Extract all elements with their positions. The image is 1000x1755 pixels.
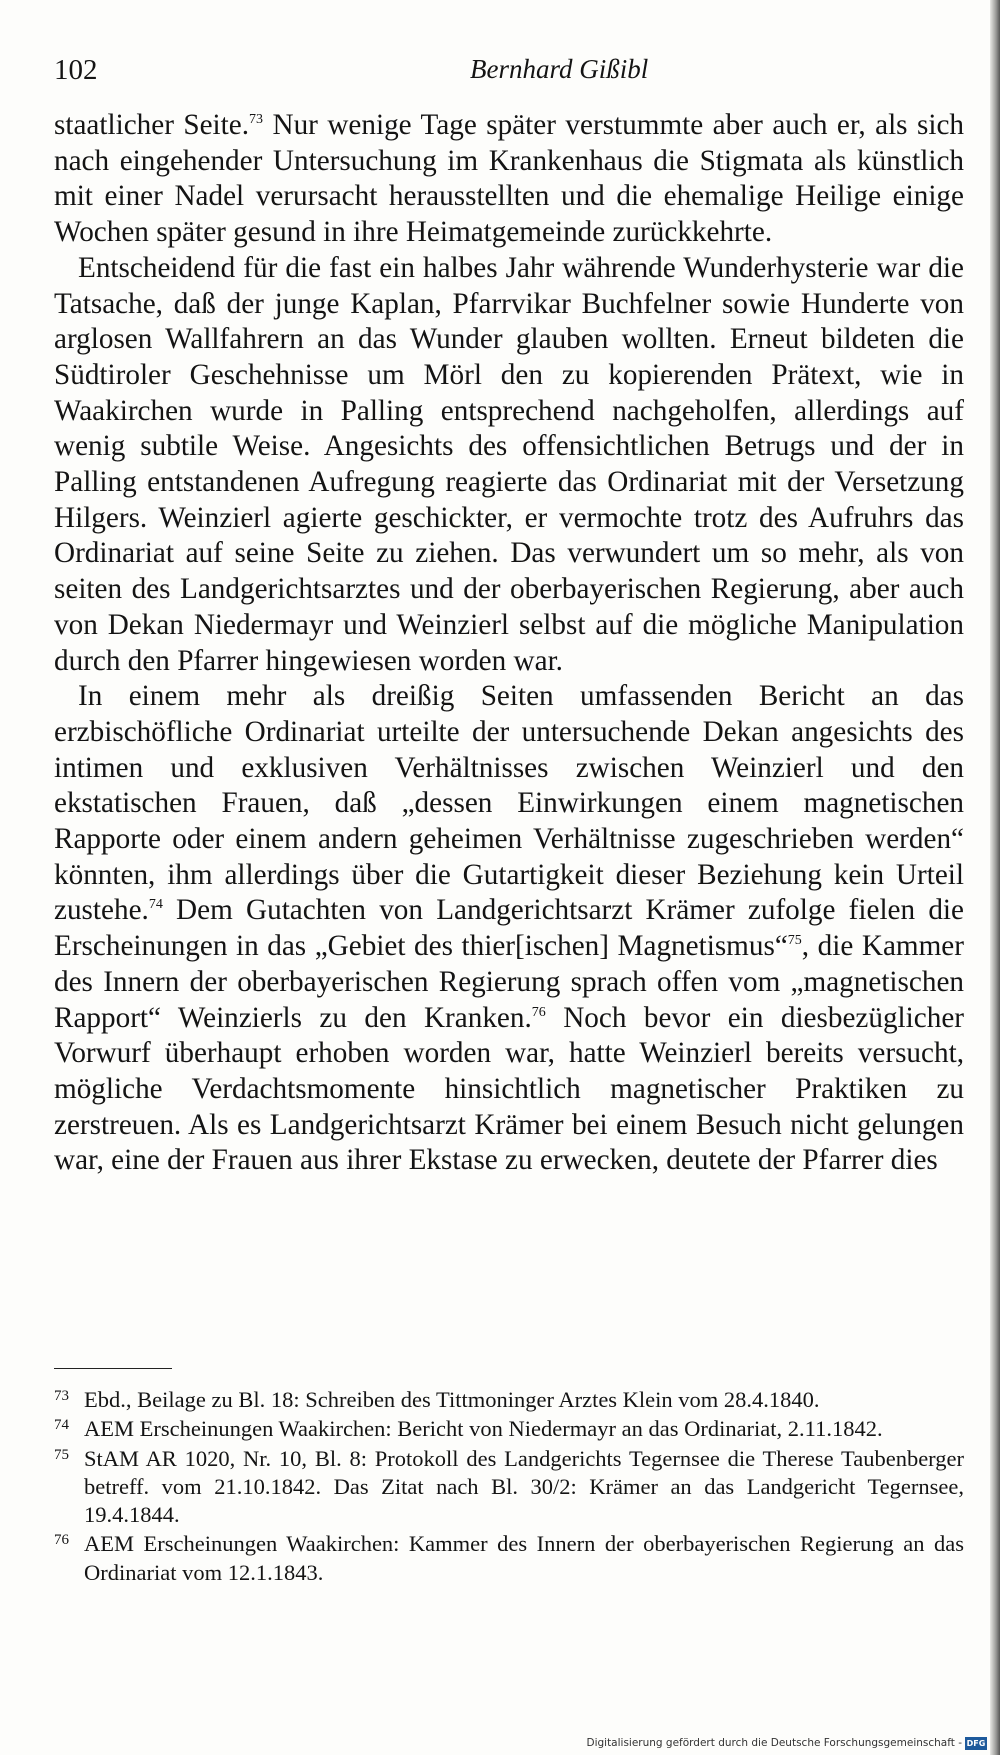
page-number: 102 [54, 54, 98, 86]
footnote-76 [54, 1530, 964, 1587]
page-spine-edge [990, 0, 1000, 1755]
body-text [54, 108, 964, 1179]
footnote-ref-73: 73 [249, 112, 264, 127]
footnotes [54, 1386, 964, 1588]
footnote-text: StAM AR 1020, Nr. 10, Bl. 8: Protokoll des Landgerichts Tegernsee die Therese Taubenberger betreff. vom 21.10.1842. Das Zitat nach Bl. 30/2: Krämer an das Landgericht Tegernsee, 19.4.1844. [84, 1445, 964, 1528]
footnote-number: 73 [54, 1388, 69, 1404]
footnote-73 [54, 1386, 964, 1414]
footnote-ref-74: 74 [148, 897, 163, 913]
running-head-author: Bernhard Gißibl [470, 54, 649, 84]
page-header [54, 54, 964, 94]
footnote-text: AEM Erscheinungen Waakirchen: Kammer des Innern der oberbayerischen Regierung an das Ordinariat vom 12.1.1843. [84, 1531, 964, 1585]
footnote-number: 74 [54, 1417, 69, 1434]
footnote-74 [54, 1415, 964, 1443]
footnote-ref-76: 76 [531, 1004, 546, 1020]
footnote-text: AEM Erscheinungen Waakirchen: Bericht von Niedermayr an das Ordinariat, 2.11.1842. [84, 1416, 883, 1442]
footnote-separator [54, 1368, 172, 1369]
paragraph-3: In einem mehr als dreißig Seiten umfassenden Bericht an das erzbischöfliche Ordinariat urteilte der untersuchende Dekan angesichts des intimen und exklusiven Verhältnisses zwischen Weinzierl und den ekstatischen Frauen, daß „dessen Einwirkungen einem magnetischen Rapporte oder einem andern geheimen Verhältnisse zugeschrieben werden“ könnten, ihm allerdings über die Gutartigkeit dieser Beziehung kein Urteil zustehe.$^{74}$ Dem Gutachten von Landgerichtsarzt Krämer zufolge fielen die Erscheinungen in das „Gebiet des thier[ischen] Magnetismus“$^{75}$, die Kammer des Innern der oberbayerischen Regierung sprach offen vom „magnetischen Rapport“ Weinzierls zu den Kranken.$^{76}$ Noch bevor ein diesbezüglicher Vorwurf überhaupt erhoben worden war, hatte Weinzierl bereits versucht, mögliche Verdachtsmomente hinsichtlich magnetischer Praktiken zu zerstreuen. Als es Landgerichtsarzt Krämer bei einem Besuch nicht gelungen war, eine der Frauen aus ihrer Ekstase zu erwecken, deutete der Pfarrer dies [54, 680, 964, 1177]
footnote-text: Ebd., Beilage zu Bl. 18: Schreiben des Tittmoninger Arztes Klein vom 28.4.1840. [84, 1387, 820, 1412]
footnote-number: 76 [54, 1532, 69, 1549]
footnote-number: 75 [54, 1446, 69, 1463]
footnote-ref-75: 75 [787, 933, 802, 949]
footnote-75 [54, 1445, 964, 1530]
digitization-credit: Digitalisierung gefördert durch die Deutsche Forschungsgemeinschaft - [586, 1737, 962, 1749]
dfg-logo: DFG [966, 1739, 986, 1748]
paragraph-1: staatlicher Seite.$^{73}$ Nur wenige Tage später verstummte aber auch er, als sich nach eingehender Untersuchung im Krankenhaus die Stigmata als künstlich mit einer Nadel verursacht herausstellten und die ehemalige Heilige einige Wochen später gesund in ihre Heimatgemeinde zurückkehrte. [54, 109, 965, 249]
paragraph-2: Entscheidend für die fast ein halbes Jahr währende Wunderhysterie war die Tatsache, daß der junge Kaplan, Pfarrvikar Buchfelner sowie Hunderte von arglosen Wallfahrern an das Wunder glauben wollten. Erneut bildeten die Südtiroler Geschehnisse um Mörl den zu kopierenden Prätext, wie in Waakirchen wurde in Palling entsprechend nachgeholfen, allerdings auf wenig subtile Weise. Angesichts des offensichtlichen Betrugs und der in Palling entstandenen Aufregung reagierte das Ordinariat mit der Versetzung Hilgers. Weinzierl agierte geschickter, er vermochte trotz des Aufruhrs das Ordinariat auf seine Seite zu ziehen. Das verwundert um so mehr, als von seiten des Landgerichtsarztes und der oberbayerischen Regierung, aber auch von Dekan Niedermayr und Weinzierl selbst auf die mögliche Manipulation durch den Pfarrer hingewiesen worden war. [54, 251, 964, 677]
